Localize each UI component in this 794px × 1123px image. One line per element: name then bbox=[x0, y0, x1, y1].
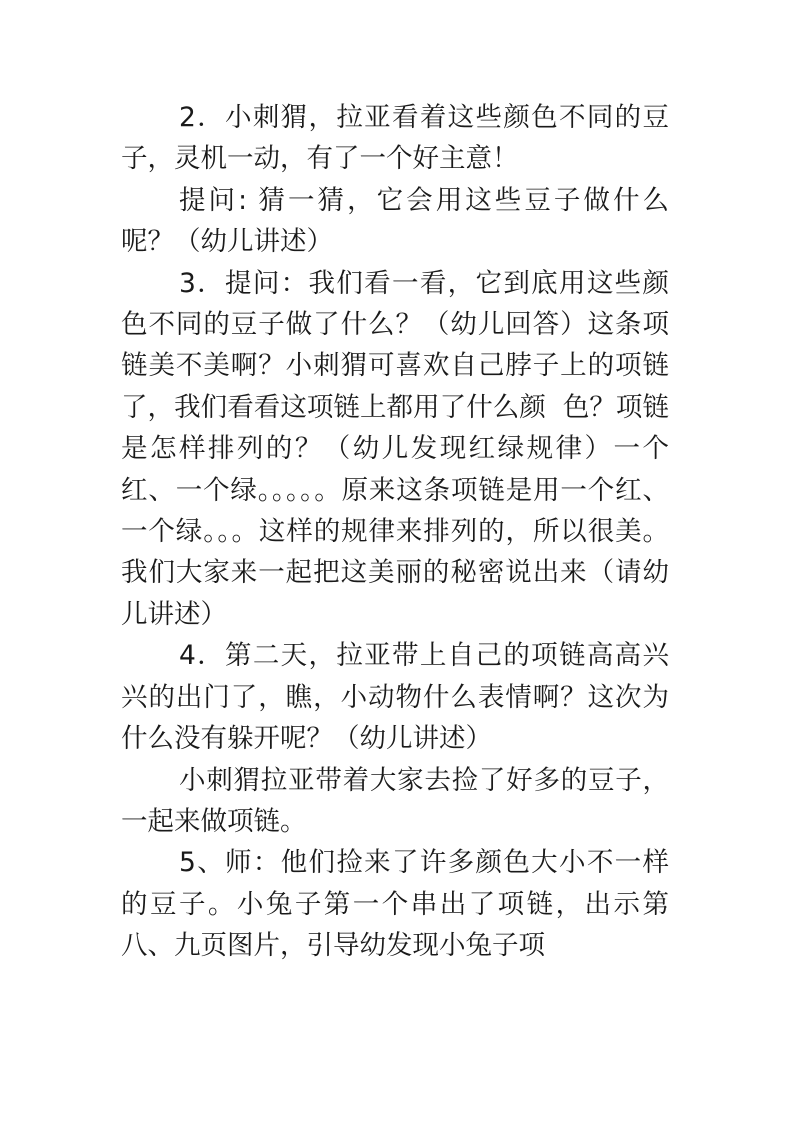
document-body bbox=[121, 97, 669, 967]
paragraph-step-2: 2．小刺猬，拉亚看着这些颜色不同的豆子，灵机一动，有了一个好主意！ bbox=[121, 102, 669, 175]
paragraph-step-3: 3．提问：我们看一看，它到底用这些颜色不同的豆子做了什么？（幼儿回答）这条项链美不美啊？小刺猬可喜欢自己脖子上的项链了，我们看看这项链上都用了什么颜 色？项链是怎样排列的？（幼儿发现红绿规律）一个红、一个绿。。。。。原来这条项链是用一个红、一个绿。。。这样的规律来排列的，所以很美。我们大家来一起把这美丽的秘密说出来（请幼儿讲述） bbox=[121, 267, 669, 630]
paragraph-collect-beans: 小刺猬拉亚带着大家去捡了好多的豆子，一起来做项链。 bbox=[121, 764, 669, 837]
paragraph-question-guess: 提问: 猜一猜，它会用这些豆子做什么呢？（幼儿讲述） bbox=[121, 184, 669, 258]
paragraph-step-5: 5、师：他们捡来了许多颜色大小不一样的豆子。小兔子第一个串出了项链，出示第八、九页图片，引导幼发现小兔子项 bbox=[121, 847, 669, 962]
paragraph-step-4: 4．第二天，拉亚带上自己的项链高高兴兴的出门了，瞧，小动物什么表情啊？这次为什么没有躲开呢？（幼儿讲述） bbox=[121, 640, 669, 755]
